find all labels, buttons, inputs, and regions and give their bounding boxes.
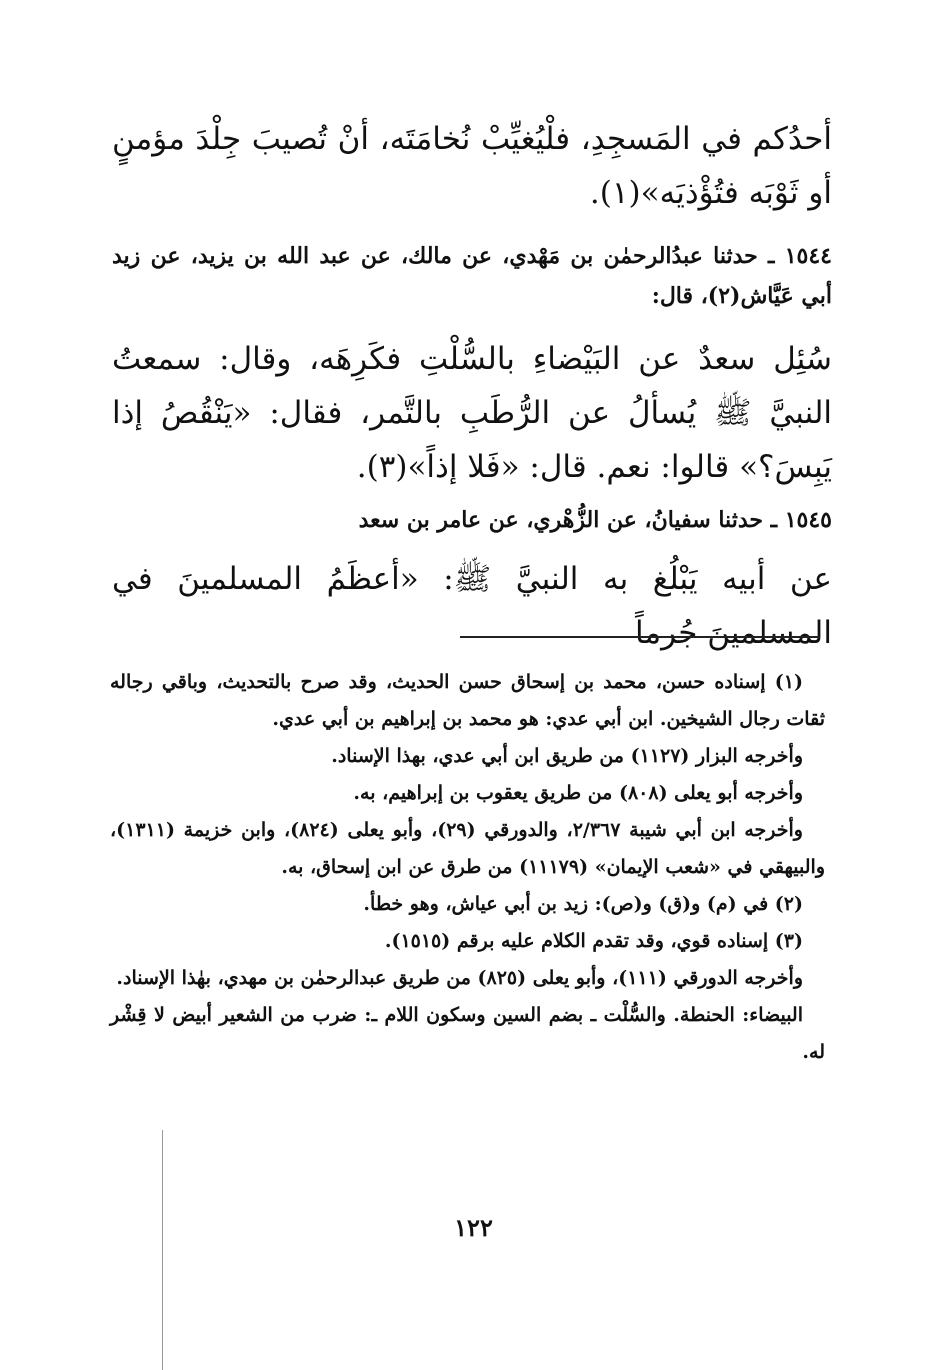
hadith-1545-matn: عن أبيه يَبْلُغ به النبيَّ ﷺ: «أعظَمُ المسلمينَ في المسلمينَ جُرماً — [112, 561, 832, 651]
footnote-3-line-3: البيضاء: الحنطة. والسُّلْت ـ بضم السين وسكون اللام ـ: ضرب من الشعير أبيض لا قِشْر له. — [110, 1004, 825, 1063]
footnote-3-line-2: وأخرجه الدورقي (١١١)، وأبو يعلى (٨٢٥) من طريق عبدالرحمٰن بن مهدي، بهٰذا الإسناد. — [116, 967, 803, 989]
hadith-1545-isnad: ١٥٤٥ ـ حدثنا سفيانُ، عن الزُّهْري، عن عامر بن سعد — [358, 507, 832, 533]
footnote-1-line-2: وأخرجه البزار (١١٢٧) من طريق ابن أبي عدي، بهذا الإسناد. — [331, 745, 803, 767]
footnote-1-line-3: وأخرجه أبو يعلى (٨٠٨) من طريق يعقوب بن إبراهيم، به. — [353, 782, 803, 804]
scan-edge-line — [162, 1130, 163, 1370]
footnotes — [110, 664, 825, 1071]
footnote-1: (١) إسناده حسن، محمد بن إسحاق حسن الحديث، وقد صرح بالتحديث، وباقي رجاله ثقات رجال الشيخين. ابن أبي عدي: هو محمد بن إبراهيم بن أبي عدي. — [110, 671, 825, 730]
footnote-separator — [460, 636, 820, 638]
hadith-1544-matn: سُئِل سعدٌ عن البَيْضاءِ بالسُّلْتِ فكَرِهَه، وقال: سمعتُ النبيَّ ﷺ يُسألُ عن الرُّطَبِ بالتَّمر، فقال: «يَنْقُصُ إذا يَبِسَ؟» قالوا: نعم. قال: «فَلا إذاً»(٣). — [112, 341, 832, 485]
hadith-1544-isnad: ١٥٤٤ ـ حدثنا عبدُالرحمٰن بن مَهْدي، عن مالك، عن عبد الله بن يزيد، عن زيد أبي عَيَّاش(٢)، قال: — [112, 243, 832, 309]
page-number: ١٢٢ — [454, 1213, 493, 1242]
hadith-text-continuation: أحدُكم في المَسجِدِ، فلْيُغيِّبْ نُخامَتَه، أنْ تُصيبَ جِلْدَ مؤمنٍ أو ثَوْبَه فتُؤْذيَه»(١). — [112, 121, 832, 211]
footnote-3: (٣) إسناده قوي، وقد تقدم الكلام عليه برقم (١٥١٥). — [384, 930, 803, 952]
footnote-2: (٢) في (م) و(ق) و(ص): زيد بن أبي عياش، وهو خطأ. — [363, 893, 803, 915]
footnote-1-line-4: وأخرجه ابن أبي شيبة ٢/٣٦٧، والدورقي (٢٩)، وأبو يعلى (٨٢٤)، وابن خزيمة (١٣١١)، والبيهقي في «شعب الإيمان» (١١١٧٩) من طرق عن ابن إسحاق، به. — [110, 819, 825, 878]
